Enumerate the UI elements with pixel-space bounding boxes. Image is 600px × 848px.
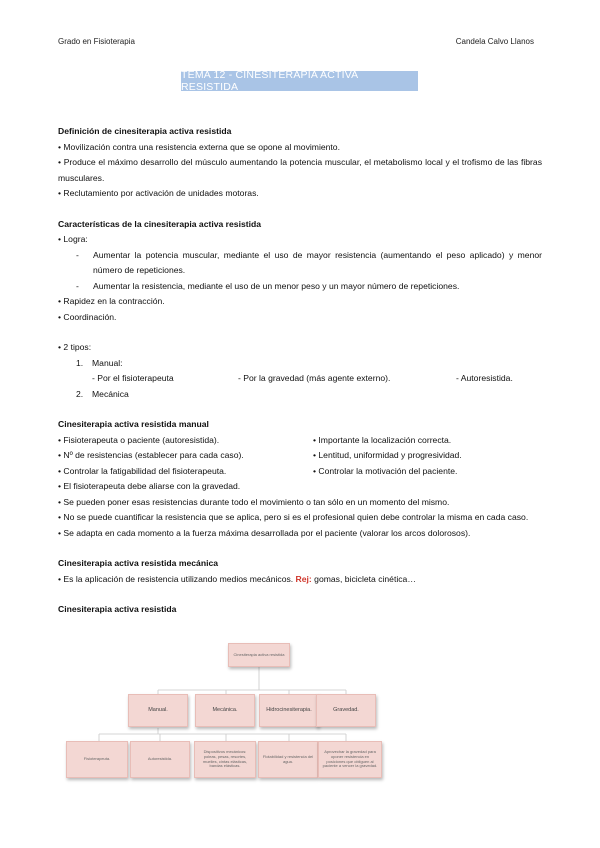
diagram-node-hidrocinesiterapia: Hidrocinesiterapia. [259, 694, 319, 727]
tipo-label: Mecánica [92, 388, 129, 399]
tipo-label: Manual: [92, 357, 123, 368]
diagram-node-flotabilidad: Flotabilidad y resistencia del agua. [258, 741, 318, 778]
manual-row [58, 448, 542, 464]
header-left: Grado en Fisioterapia [58, 37, 135, 46]
dash-item [58, 248, 542, 279]
manual-subtype: - Por el fisioterapeuta [92, 373, 174, 383]
mecanica-heading: Cinesiterapia activa resistida mecánica [58, 558, 219, 568]
tipo-item [58, 387, 542, 403]
mecanica-text-after: gomas, bicicleta cinética… [311, 573, 416, 584]
manual-item: • Importante la localización correcta. [313, 434, 452, 445]
manual-subtype: - Autoresistida. [456, 373, 513, 383]
tipo-number: 1. [76, 357, 84, 368]
manual-item: • Se pueden poner esas resistencias durante todo el movimiento o tan sólo en un momento del mismo. [58, 496, 450, 507]
dash-marker: - [76, 249, 79, 260]
manual-heading: Cinesiterapia activa resistida manual [58, 419, 209, 429]
caracteristicas-heading: Características de la cinesiterapia activa resistida [58, 218, 262, 229]
document-body [58, 124, 542, 618]
rej-label: Rej: [295, 573, 312, 584]
manual-subtypes [58, 371, 542, 387]
manual-item: • Controlar la motivación del paciente. [313, 465, 458, 476]
tipo-item [58, 356, 542, 372]
manual-item: • Fisioterapeuta o paciente (autoresistida). [58, 434, 220, 445]
manual-item: • Controlar la fatigabilidad del fisioterapeuta. [58, 465, 227, 476]
manual-item: • Nº de resistencias (establecer para cada caso). [58, 450, 244, 460]
mecanica-text-before: • Es la aplicación de resistencia utilizando medios mecánicos. [58, 573, 296, 584]
diagram-node-autoresistida: Autoresistida. [130, 741, 190, 778]
diagram-root-node: Cinesiterapia activa resistida [228, 643, 290, 667]
manual-item: • No se puede cuantificar la resistencia que se aplica, pero si es el profesional quien debe controlar la misma en cada caso. [58, 512, 529, 522]
definicion-heading: Definición de cinesiterapia activa resistida [58, 126, 232, 136]
diagram-node-dispositivos: Dispositivos mecánicos: poleas, pesas, resortes, muelles, cintas elásticas, bandas elásticas. [194, 741, 256, 778]
dash-item-text: Aumentar la potencia muscular, mediante el uso de mayor resistencia (aumentando el peso aplicado) y menor número de repeticiones. [93, 249, 542, 275]
diagram-node-gravedad: Gravedad. [316, 694, 376, 727]
manual-item: • Se adapta en cada momento a la fuerza máxima desarrollada por el paciente (valorar los arcos dolorosos). [58, 527, 471, 538]
definicion-item: • Produce el máximo desarrollo del músculo aumentando la potencia muscular, el metabolismo local y el trofismo de las fibras musculares. [58, 157, 542, 183]
caracteristicas-item: • Rapidez en la contracción. [58, 296, 165, 306]
tipo-number: 2. [76, 388, 84, 399]
header-right: Candela Calvo Llanos [455, 37, 534, 46]
manual-row [58, 433, 542, 449]
manual-subtype: - Por la gravedad (más agente externo). [238, 373, 391, 383]
diagram-node-fisioterapeuta: Fisioterapeuta. [66, 741, 128, 778]
diagram-node-manual: Manual. [128, 694, 188, 727]
manual-item: • Lentitud, uniformidad y progresividad. [313, 450, 462, 460]
diagram-heading: Cinesiterapia activa resistida [58, 604, 177, 614]
definicion-item: • Movilización contra una resistencia externa que se opone al movimiento. [58, 141, 340, 152]
caracteristicas-item: • Coordinación. [58, 311, 117, 322]
diagram-node-mecanica: Mecánica. [195, 694, 255, 727]
dash-marker: - [76, 280, 79, 291]
mecanica-text [58, 572, 542, 588]
manual-row [58, 464, 542, 480]
dash-item-text: Aumentar la resistencia, mediante el uso de un menor peso y un mayor número de repeticiones. [93, 280, 460, 291]
tipos-label: • 2 tipos: [58, 342, 92, 352]
page-title: TEMA 12 - CINESITERAPIA ACTIVA RESISTIDA [181, 71, 418, 91]
manual-item: • El fisioterapeuta debe aliarse con la gravedad. [58, 481, 241, 491]
dash-item [58, 279, 542, 295]
definicion-item: • Reclutamiento por activación de unidades motoras. [58, 188, 259, 198]
logra-label: • Logra: [58, 234, 88, 244]
diagram-node-aprovechar: Aprovechar la gravedad para oponer resistencia en posiciones que obliguen al paciente a vencer la gravedad. [318, 741, 382, 778]
